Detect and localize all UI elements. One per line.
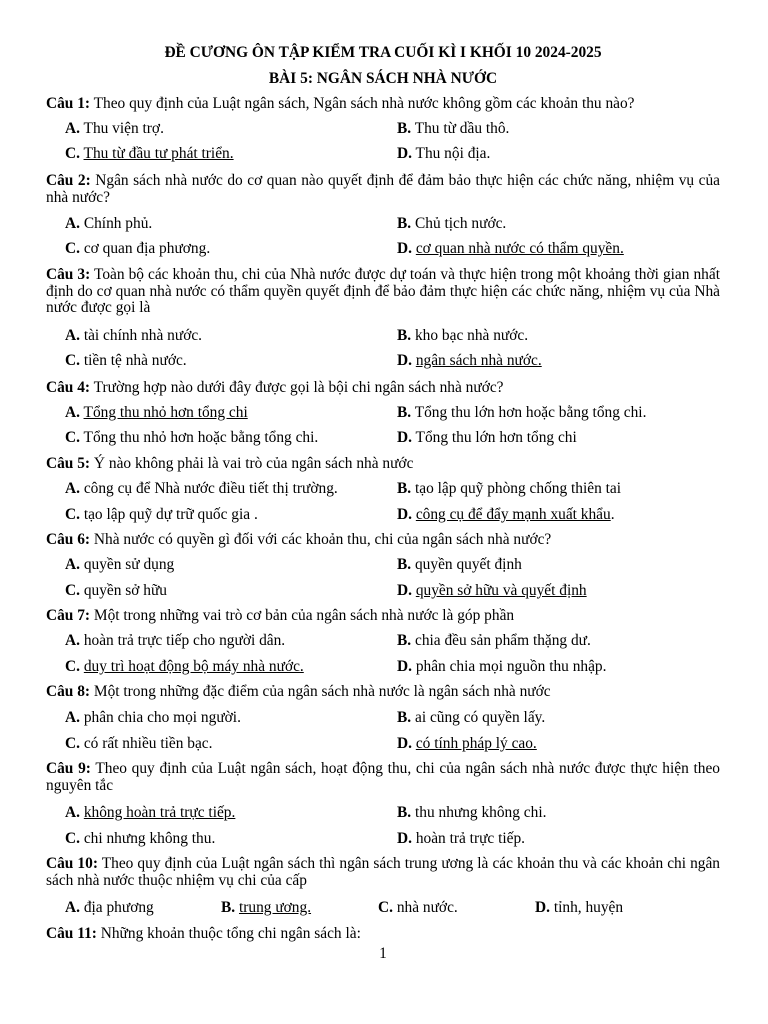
answer-option[interactable]	[65, 240, 210, 258]
answer-option[interactable]	[397, 556, 522, 574]
option-text: phân chia mọi nguồn thu nhập.	[415, 658, 607, 675]
option-letter: C.	[65, 830, 80, 847]
document-title: ĐỀ CƯƠNG ÔN TẬP KIỂM TRA CUỐI KÌ I KHỐI 10 2024-2025	[164, 44, 602, 61]
option-letter: D.	[397, 240, 412, 257]
option-letter: B.	[397, 404, 412, 421]
option-text-correct: công cụ để đẩy mạnh xuất khẩu	[415, 506, 611, 523]
question-text: Trường hợp nào dưới đây được gọi là bội chi ngân sách nhà nước?	[93, 379, 504, 396]
option-text: Tổng thu nhỏ hơn hoặc bằng tổng chi.	[83, 429, 319, 446]
answer-option[interactable]	[535, 899, 623, 917]
question-stem	[46, 267, 720, 317]
answer-option[interactable]	[397, 404, 646, 422]
answer-option[interactable]	[397, 632, 591, 650]
option-letter: C.	[65, 429, 80, 446]
option-letter: B.	[397, 804, 412, 821]
answer-option[interactable]	[65, 352, 187, 370]
answer-option[interactable]	[397, 120, 509, 138]
option-text: quyền sở hữu	[83, 582, 167, 599]
option-text-correct: Thu từ đầu tư phát triển.	[83, 145, 234, 162]
option-letter: D.	[397, 352, 412, 369]
question-stem	[46, 926, 720, 943]
answer-option[interactable]	[397, 582, 587, 600]
option-text: tạo lập quỹ phòng chống thiên tai	[414, 480, 622, 497]
option-letter: C.	[65, 145, 80, 162]
option-letter: A.	[65, 215, 80, 232]
question-text: Theo quy định của Luật ngân sách, Ngân sách nhà nước không gồm các khoản thu nào?	[93, 95, 635, 112]
option-text-correct: ngân sách nhà nước.	[415, 352, 542, 369]
question-text: Theo quy định của Luật ngân sách thì ngân sách trung ương là các khoản thu và các khoản chi ngân sách nhà nước thuộc nhiệm vụ chi của cấp	[46, 855, 721, 889]
question-stem	[46, 173, 720, 206]
document-subtitle: BÀI 5: NGÂN SÁCH NHÀ NƯỚC	[268, 70, 498, 87]
option-text-correct: trung ương.	[238, 899, 312, 916]
option-text: Thu từ dầu thô.	[414, 120, 510, 137]
option-text: cơ quan địa phương.	[83, 240, 211, 257]
option-letter: B.	[397, 480, 412, 497]
option-text: tạo lập quỹ dự trữ quốc gia .	[83, 506, 258, 523]
option-text: Chính phủ.	[83, 215, 153, 232]
question-text: Ngân sách nhà nước do cơ quan nào quyết định để đảm bảo thực hiện các chức năng, nhiệm vụ của nhà nước?	[46, 172, 720, 206]
question-stem	[46, 856, 720, 889]
option-letter: D.	[397, 506, 412, 523]
question-label: Câu 7:	[46, 607, 91, 624]
option-text: Tổng thu lớn hơn tổng chi	[415, 429, 577, 446]
option-text: có rất nhiều tiền bạc.	[83, 735, 213, 752]
answer-option[interactable]	[65, 709, 241, 727]
option-text: quyền quyết định	[414, 556, 522, 573]
question-text: Ý nào không phải là vai trò của ngân sách nhà nước	[93, 455, 414, 472]
option-text: nhà nước.	[396, 899, 458, 916]
option-text-correct: cơ quan nhà nước có thẩm quyền.	[415, 240, 624, 257]
question-stem	[46, 532, 720, 549]
question-text: Những khoản thuộc tổng chi ngân sách là:	[100, 925, 361, 942]
option-letter: A.	[65, 632, 80, 649]
option-letter: A.	[65, 804, 80, 821]
answer-option[interactable]	[397, 215, 506, 233]
option-text-correct: duy trì hoạt động bộ máy nhà nước.	[83, 658, 304, 675]
answer-option[interactable]	[65, 582, 167, 600]
question-label: Câu 4:	[46, 379, 91, 396]
question-label: Câu 5:	[46, 455, 91, 472]
question-stem	[46, 761, 720, 794]
option-letter: B.	[397, 120, 412, 137]
answer-option[interactable]	[65, 429, 318, 447]
answer-option[interactable]	[65, 506, 258, 524]
option-letter: D.	[397, 429, 412, 446]
answer-option[interactable]	[378, 899, 458, 917]
option-text-correct: quyền sở hữu và quyết định	[415, 582, 587, 599]
option-letter: D.	[397, 658, 412, 675]
answer-option[interactable]	[397, 709, 545, 727]
option-letter: D.	[397, 145, 412, 162]
option-text: địa phương	[83, 899, 154, 916]
question-label: Câu 10:	[46, 855, 98, 872]
question-label: Câu 9:	[46, 760, 91, 777]
option-letter: C.	[65, 735, 80, 752]
option-letter: C.	[65, 658, 80, 675]
option-text: ai cũng có quyền lấy.	[414, 709, 546, 726]
option-letter: B.	[221, 899, 236, 916]
option-letter: D.	[397, 735, 412, 752]
option-text-correct: không hoàn trả trực tiếp.	[83, 804, 236, 821]
question-label: Câu 8:	[46, 683, 91, 700]
option-text: Chủ tịch nước.	[414, 215, 507, 232]
answer-option[interactable]	[65, 632, 285, 650]
option-text: tài chính nhà nước.	[83, 327, 203, 344]
option-letter: B.	[397, 632, 412, 649]
option-letter: D.	[397, 582, 412, 599]
option-letter: C.	[65, 352, 80, 369]
question-text: Nhà nước có quyền gì đối với các khoản thu, chi của ngân sách nhà nước?	[93, 531, 552, 548]
question-stem	[46, 380, 720, 397]
option-text-correct: có tính pháp lý cao.	[415, 735, 537, 752]
question-label: Câu 6:	[46, 531, 91, 548]
option-letter: A.	[65, 899, 80, 916]
answer-option[interactable]	[65, 145, 234, 163]
question-stem	[46, 96, 720, 113]
answer-option[interactable]	[397, 145, 490, 163]
answer-option[interactable]	[397, 506, 615, 524]
option-suffix: .	[610, 506, 615, 523]
option-text: tiền tệ nhà nước.	[83, 352, 187, 369]
answer-option[interactable]	[397, 429, 577, 447]
option-letter: A.	[65, 480, 80, 497]
answer-option[interactable]	[65, 735, 212, 753]
question-label: Câu 2:	[46, 172, 91, 189]
option-text: công cụ để Nhà nước điều tiết thị trường.	[83, 480, 338, 497]
question-stem	[46, 684, 720, 701]
option-letter: B.	[397, 556, 412, 573]
option-text: hoàn trả trực tiếp.	[415, 830, 526, 847]
answer-option[interactable]	[65, 480, 338, 498]
answer-option[interactable]	[397, 830, 525, 848]
question-text: Toàn bộ các khoản thu, chi của Nhà nước được dự toán và thực hiện trong một khoảng thời gian nhất định do cơ quan nhà nước có thẩm quyền quyết định để bảo đảm thực hiện các chức năng, nhiệm vụ của Nhà nước được gọi là	[46, 266, 720, 316]
option-text: Tổng thu lớn hơn hoặc bằng tổng chi.	[414, 404, 647, 421]
answer-option[interactable]	[397, 480, 621, 498]
option-letter: A.	[65, 327, 80, 344]
answer-option[interactable]	[397, 240, 624, 258]
option-letter: C.	[378, 899, 393, 916]
option-text: thu nhưng không chi.	[414, 804, 547, 821]
option-letter: C.	[65, 582, 80, 599]
option-text: hoàn trả trực tiếp cho người dân.	[83, 632, 286, 649]
option-letter: B.	[397, 215, 412, 232]
answer-option[interactable]	[397, 804, 546, 822]
answer-option[interactable]	[397, 352, 542, 370]
answer-option[interactable]	[65, 327, 202, 345]
option-letter: A.	[65, 120, 80, 137]
answer-option[interactable]	[65, 556, 174, 574]
answer-option[interactable]	[65, 658, 304, 676]
option-text: chi nhưng không thu.	[83, 830, 216, 847]
question-text: Một trong những đặc điểm của ngân sách nhà nước là ngân sách nhà nước	[93, 683, 551, 700]
option-letter: B.	[397, 709, 412, 726]
option-letter: D.	[397, 830, 412, 847]
answer-option[interactable]	[65, 404, 248, 422]
option-text: Thu viện trợ.	[83, 120, 164, 137]
option-text: Thu nội địa.	[415, 145, 491, 162]
option-letter: A.	[65, 404, 80, 421]
answer-option[interactable]	[65, 215, 152, 233]
answer-option[interactable]	[65, 830, 215, 848]
answer-option[interactable]	[221, 899, 311, 917]
question-stem	[46, 456, 720, 473]
answer-option[interactable]	[65, 899, 154, 917]
answer-option[interactable]	[397, 735, 537, 753]
option-letter: D.	[535, 899, 550, 916]
question-label: Câu 3:	[46, 266, 91, 283]
question-label: Câu 1:	[46, 95, 91, 112]
answer-option[interactable]	[65, 120, 164, 138]
option-letter: A.	[65, 709, 80, 726]
option-letter: C.	[65, 506, 80, 523]
question-stem	[46, 608, 720, 625]
option-text: kho bạc nhà nước.	[414, 327, 529, 344]
answer-option[interactable]	[397, 327, 528, 345]
page-number: 1	[379, 945, 387, 962]
option-text: tỉnh, huyện	[553, 899, 624, 916]
option-letter: A.	[65, 556, 80, 573]
answer-option[interactable]	[397, 658, 606, 676]
answer-option[interactable]	[65, 804, 235, 822]
question-text: Theo quy định của Luật ngân sách, hoạt động thu, chi của ngân sách nhà nước được thực hiện theo nguyên tắc	[46, 760, 720, 794]
option-text: chia đều sản phẩm thặng dư.	[414, 632, 591, 649]
question-text: Một trong những vai trò cơ bản của ngân sách nhà nước là góp phần	[93, 607, 515, 624]
question-label: Câu 11:	[46, 925, 97, 942]
option-text-correct: Tổng thu nhỏ hơn tổng chi	[83, 404, 248, 421]
option-text: phân chia cho mọi người.	[83, 709, 241, 726]
option-letter: B.	[397, 327, 412, 344]
option-text: quyền sử dụng	[83, 556, 175, 573]
option-letter: C.	[65, 240, 80, 257]
